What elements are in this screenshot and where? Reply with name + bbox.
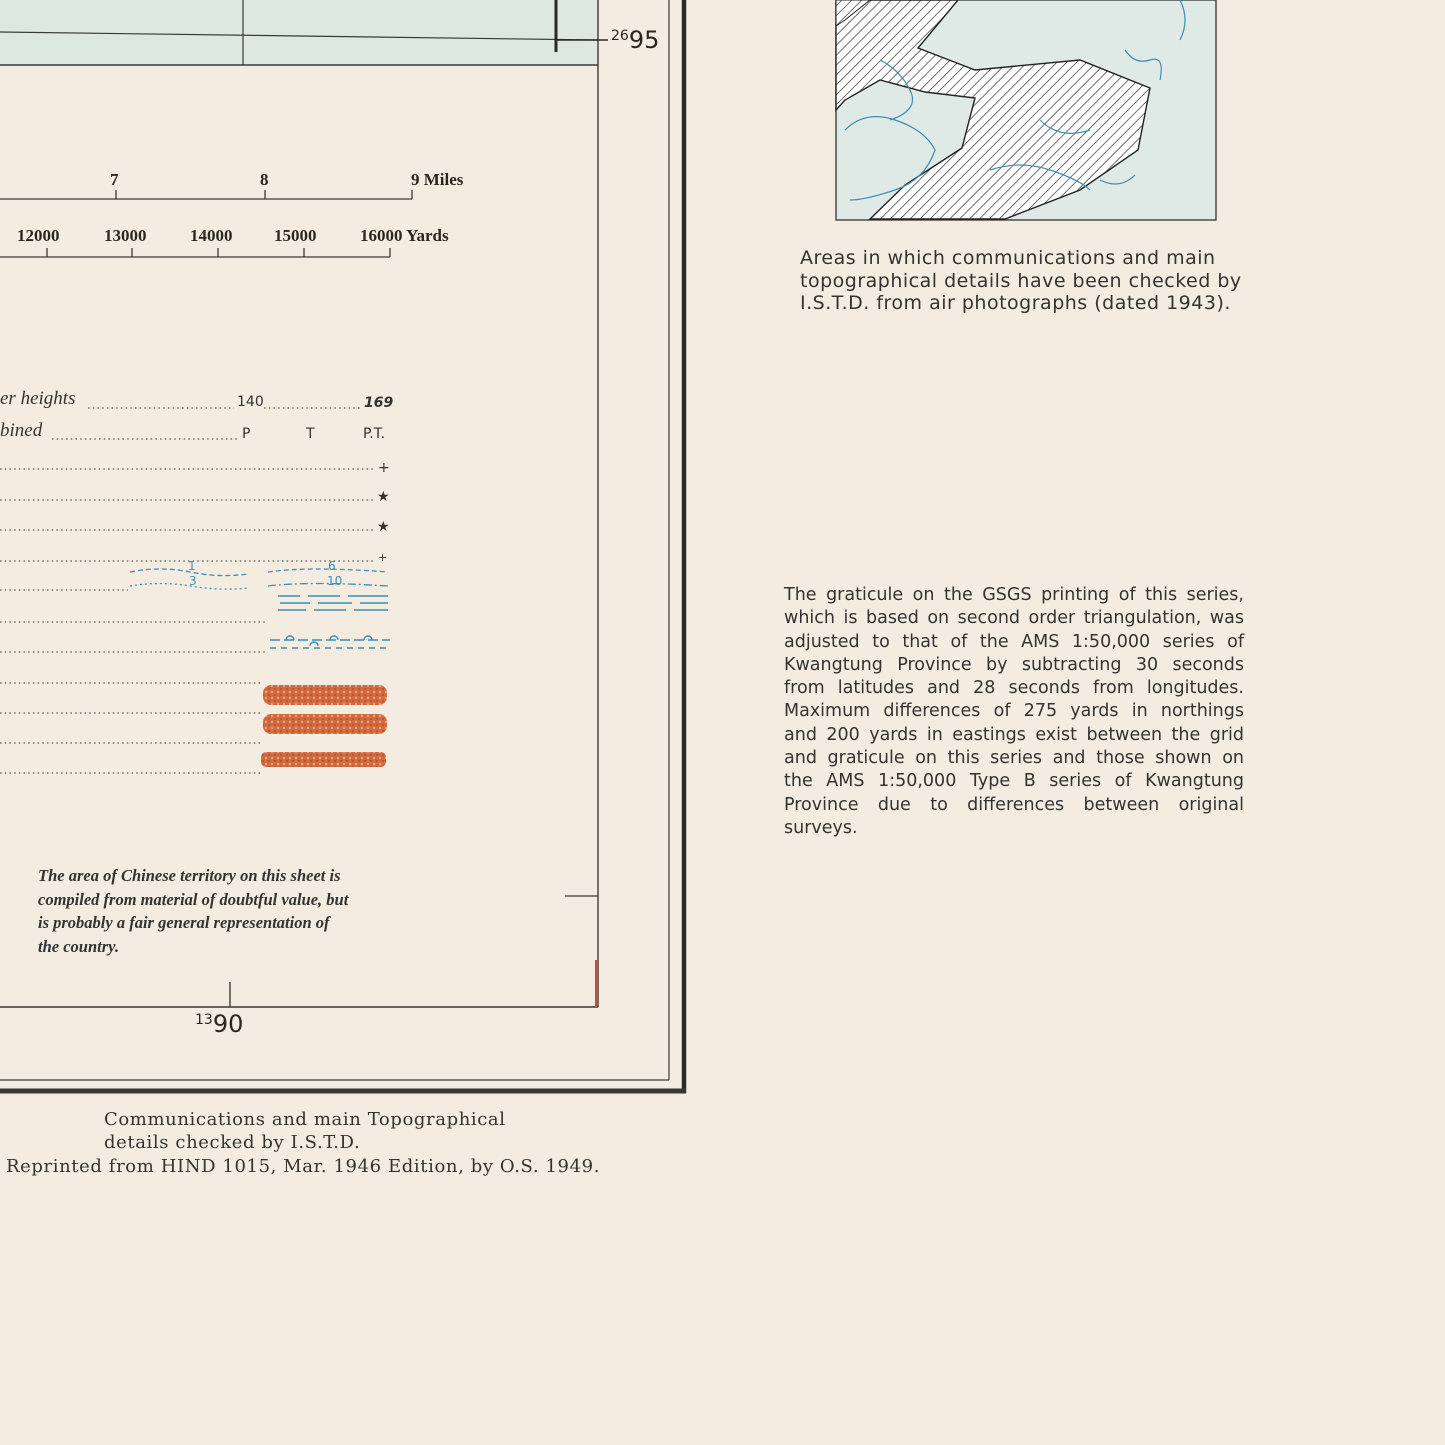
scale-miles-8: 8 <box>260 170 269 189</box>
easting-prefix: 13 <box>195 1012 213 1028</box>
legend-symbol-star-marked: ★ <box>377 489 390 505</box>
scale-bar-yards <box>0 248 390 257</box>
scale-yards-13000: 13000 <box>104 226 147 245</box>
graticule-note-line: Maximum differences of 275 yards in northings <box>784 701 1244 722</box>
inset-caption-line: Areas in which communications and main <box>800 247 1216 269</box>
territory-note-line: compiled from material of doubtful value, but <box>38 889 349 909</box>
scale-yards-15000: 15000 <box>274 226 317 245</box>
northing-prefix: 26 <box>611 28 629 44</box>
inset-caption-line: topographical details have been checked by <box>800 269 1242 292</box>
legend-symbol-brown-3 <box>261 752 386 767</box>
credit-line-3: Reprinted from HIND 1015, Mar. 1946 Edition, by O.S. 1949. <box>6 1156 601 1177</box>
legend-symbol-brown-1 <box>263 685 387 705</box>
easting-grid-label <box>195 1010 243 1038</box>
legend-symbol-p: P <box>242 426 251 442</box>
graticule-note-line: from latitudes and 28 seconds from longitudes. <box>784 678 1244 699</box>
scale-yards-12000: 12000 <box>17 226 60 245</box>
territory-note <box>38 864 478 958</box>
legend-contour-value-6: 6 <box>328 559 336 573</box>
legend-contour-value-3: 3 <box>189 574 197 588</box>
northing-grid-label <box>611 26 659 54</box>
credit-line-1: Communications and main Topographical <box>104 1109 506 1130</box>
territory-note-line: is probably a fair general representation of <box>38 913 330 932</box>
legend-contour-value-10: 10 <box>327 574 343 588</box>
legend-symbol-pt: P.T. <box>363 426 386 442</box>
scale-bar-miles <box>0 190 412 199</box>
inset-map <box>836 0 1216 220</box>
legend-height-value-2: 169 <box>364 395 394 411</box>
territory-note-line: the country. <box>38 936 119 956</box>
graticule-note-line: and 200 yards in eastings exist between the grid <box>784 724 1244 745</box>
legend-symbol-t: T <box>306 426 315 442</box>
graticule-note-line: surveys. <box>784 817 858 838</box>
legend-contour-value-1: 1 <box>188 559 196 573</box>
graticule-note-line: Kwangtung Province by subtracting 30 seconds <box>784 654 1244 675</box>
scale-yards-14000: 14000 <box>190 226 233 245</box>
legend-row-combined-label: bined <box>0 420 43 441</box>
legend-symbol-star: ★ <box>377 519 390 535</box>
graticule-note-line: The graticule on the GSGS printing of this series, <box>784 585 1244 605</box>
legend-symbol-cross: + <box>378 460 390 476</box>
legend-symbol-reef <box>270 636 390 648</box>
scale-miles-7: 7 <box>110 170 119 189</box>
scale-yards-16000: 16000 Yards <box>360 226 449 245</box>
graticule-note-line: the AMS 1:50,000 Type B series of Kwangtung <box>784 771 1244 792</box>
credit-line-2: details checked by I.S.T.D. <box>104 1132 361 1153</box>
scale-miles-9: 9 Miles <box>411 170 464 189</box>
inset-caption <box>800 247 1242 315</box>
legend-symbol-marsh <box>278 596 388 610</box>
legend-symbol-depth-contours <box>130 569 388 589</box>
graticule-note-line: and graticule on this series and those shown on <box>784 748 1244 769</box>
legend-symbol-small-cross: + <box>378 551 388 564</box>
graticule-note-line: adjusted to that of the AMS 1:50,000 series of <box>784 631 1244 652</box>
legend-height-value-1: 140 <box>237 394 264 410</box>
graticule-note-line: Province due to differences between original <box>784 794 1244 815</box>
legend-row-heights-label: er heights <box>0 388 76 409</box>
northing-main: 95 <box>628 26 660 54</box>
graticule-note-line: which is based on second order triangulation, was <box>784 608 1244 629</box>
easting-main: 90 <box>212 1010 244 1038</box>
legend-symbol-brown-2 <box>263 714 387 734</box>
territory-note-line: The area of Chinese territory on this sheet is <box>38 866 341 885</box>
graticule-note <box>784 584 1244 840</box>
inset-caption-line: I.S.T.D. from air photographs (dated 1943). <box>800 292 1231 314</box>
map-area-strip <box>0 0 598 65</box>
